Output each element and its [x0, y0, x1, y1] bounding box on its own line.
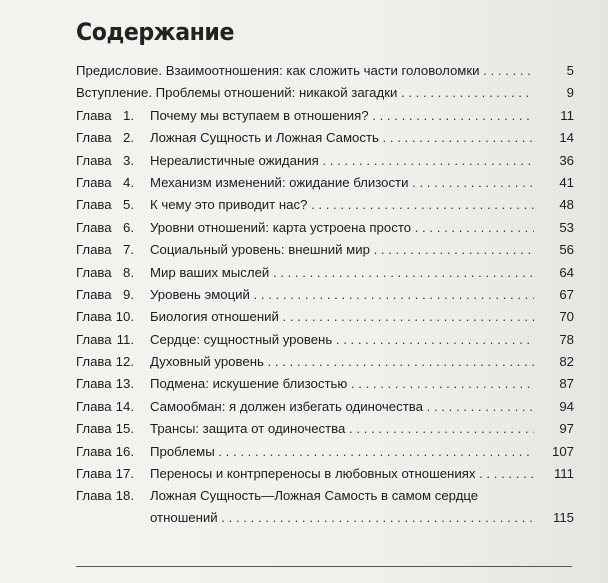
- toc-entry-page: 87: [559, 376, 574, 392]
- toc-entry-title: Самообман: я должен избегать одиночества . . .: [150, 396, 534, 418]
- table-of-contents: [76, 60, 574, 529]
- toc-entry-number: 5.: [123, 197, 134, 213]
- toc-entry-page: 94: [559, 398, 574, 414]
- toc-entry-title: Сердце: сущностный уровень . . .: [150, 329, 534, 351]
- toc-entry-chapter-15[interactable]: [76, 418, 574, 440]
- toc-entry-chapter-11[interactable]: [76, 329, 574, 351]
- toc-entry-page: 111: [553, 466, 574, 482]
- toc-entry-preface[interactable]: [76, 60, 574, 82]
- toc-entry-number: 2.: [123, 130, 134, 146]
- toc-entry-page: 82: [559, 354, 574, 370]
- toc-entry-page: 36: [559, 152, 574, 168]
- toc-entry-page: 41: [559, 174, 574, 190]
- toc-entry-number: 13.: [115, 376, 134, 392]
- toc-entry-number: 15.: [115, 421, 134, 437]
- toc-entry-prefix: Глава: [76, 309, 112, 325]
- toc-entry-number: 18.: [115, 488, 134, 504]
- toc-entry-chapter-1[interactable]: [76, 105, 574, 127]
- toc-entry-title: Духовный уровень . . .: [150, 351, 534, 373]
- toc-entry-chapter-13[interactable]: [76, 373, 574, 395]
- toc-entry-title: Ложная Сущность и Ложная Самость . . .: [150, 127, 534, 149]
- toc-entry-chapter-8[interactable]: [76, 262, 574, 284]
- toc-entry-prefix: Глава: [76, 197, 112, 213]
- toc-entry-prefix: Глава: [76, 331, 112, 347]
- toc-entry-chapter-7[interactable]: [76, 239, 574, 261]
- toc-entry-number: 6.: [123, 219, 134, 235]
- toc-entry-number: 7.: [123, 242, 134, 258]
- toc-entry-page: 14: [559, 130, 574, 146]
- toc-entry-page: 64: [559, 264, 574, 280]
- toc-entry-prefix: Глава: [76, 354, 112, 370]
- toc-entry-prefix: Глава: [76, 264, 112, 280]
- toc-entry-number: 9.: [123, 286, 134, 302]
- toc-entry-prefix: Глава: [76, 286, 112, 302]
- toc-entry-title: Проблемы . . .: [150, 441, 534, 463]
- toc-entry-prefix: Глава: [76, 130, 112, 146]
- toc-entry-title: Подмена: искушение близостью . . .: [150, 373, 534, 395]
- toc-entry-number: 1.: [123, 107, 134, 123]
- toc-entry-prefix: Глава: [76, 466, 112, 482]
- toc-entry-title: Уровни отношений: карта устроена просто . . .: [150, 217, 534, 239]
- toc-entry-chapter-14[interactable]: [76, 396, 574, 418]
- toc-entry-prefix: Глава: [76, 242, 112, 258]
- toc-entry-title: Механизм изменений: ожидание близости . . .: [150, 172, 534, 194]
- toc-entry-prefix: Глава: [76, 107, 112, 123]
- toc-entry-number: 14.: [115, 398, 134, 414]
- bottom-rule: [76, 566, 572, 567]
- toc-entry-chapter-3[interactable]: [76, 150, 574, 172]
- toc-entry-page: 53: [559, 219, 574, 235]
- toc-entry-number: 8.: [123, 264, 134, 280]
- toc-entry-chapter-9[interactable]: [76, 284, 574, 306]
- toc-entry-chapter-17[interactable]: [76, 463, 574, 485]
- toc-entry-title: Вступление. Проблемы отношений: никакой загадки . . .: [76, 82, 534, 104]
- toc-entry-chapter-6[interactable]: [76, 217, 574, 239]
- toc-entry-number: 4.: [123, 174, 134, 190]
- toc-entry-prefix: Глава: [76, 443, 112, 459]
- toc-entry-title: Предисловие. Взаимоотношения: как сложить части головоломки . . .: [76, 60, 534, 82]
- toc-entry-title: Социальный уровень: внешний мир . . .: [150, 239, 534, 261]
- toc-entry-chapter-16[interactable]: [76, 441, 574, 463]
- toc-entry-chapter-12[interactable]: [76, 351, 574, 373]
- toc-entry-number: 10.: [115, 309, 134, 325]
- toc-entry-page: 67: [559, 286, 574, 302]
- toc-entry-chapter-18[interactable]: [76, 485, 574, 529]
- toc-entry-page: 78: [559, 331, 574, 347]
- page-title: Содержание: [76, 18, 234, 46]
- toc-entry-prefix: Глава: [76, 219, 112, 235]
- toc-entry-title-line2: отношений . . .: [150, 507, 534, 529]
- toc-entry-page: 97: [559, 421, 574, 437]
- toc-entry-title-line1: Ложная Сущность—Ложная Самость в самом сердце: [150, 488, 479, 504]
- toc-entry-page: 11: [560, 107, 574, 123]
- toc-entry-title: К чему это приводит нас? . . .: [150, 194, 534, 216]
- toc-entry-number: 17.: [115, 466, 134, 482]
- toc-entry-title: Уровень эмоций . . .: [150, 284, 534, 306]
- toc-entry-number: 16.: [115, 443, 134, 459]
- toc-entry-title: Переносы и контрпереносы в любовных отношениях . . .: [150, 463, 534, 485]
- toc-entry-page: 107: [551, 443, 574, 459]
- toc-entry-title: Нереалистичные ожидания . . .: [150, 150, 534, 172]
- toc-entry-prefix: Глава: [76, 174, 112, 190]
- toc-entry-title: Мир ваших мыслей . . .: [150, 262, 534, 284]
- toc-entry-page: 70: [559, 309, 574, 325]
- toc-entry-title: Трансы: защита от одиночества . . .: [150, 418, 534, 440]
- toc-entry-page: 48: [559, 197, 574, 213]
- toc-entry-chapter-10[interactable]: [76, 306, 574, 328]
- toc-entry-title: Почему мы вступаем в отношения? . . .: [150, 105, 534, 127]
- toc-entry-prefix: Глава: [76, 488, 112, 504]
- toc-entry-number: 12.: [115, 354, 134, 370]
- toc-entry-prefix: Глава: [76, 421, 112, 437]
- toc-entry-prefix: Глава: [76, 398, 112, 414]
- toc-entry-prefix: Глава: [76, 152, 112, 168]
- toc-entry-page: 5: [566, 63, 574, 78]
- toc-entry-chapter-5[interactable]: [76, 194, 574, 216]
- toc-entry-prefix: Глава: [76, 376, 112, 392]
- toc-entry-page: 115: [552, 510, 574, 526]
- toc-entry-title: Биология отношений . . .: [150, 306, 534, 328]
- toc-entry-introduction[interactable]: [76, 82, 574, 104]
- toc-entry-page: 56: [559, 242, 574, 258]
- toc-entry-number: 3.: [123, 152, 134, 168]
- toc-entry-chapter-2[interactable]: [76, 127, 574, 149]
- toc-entry-page: 9: [566, 85, 574, 101]
- toc-entry-chapter-4[interactable]: [76, 172, 574, 194]
- toc-entry-number: 11.: [116, 331, 134, 347]
